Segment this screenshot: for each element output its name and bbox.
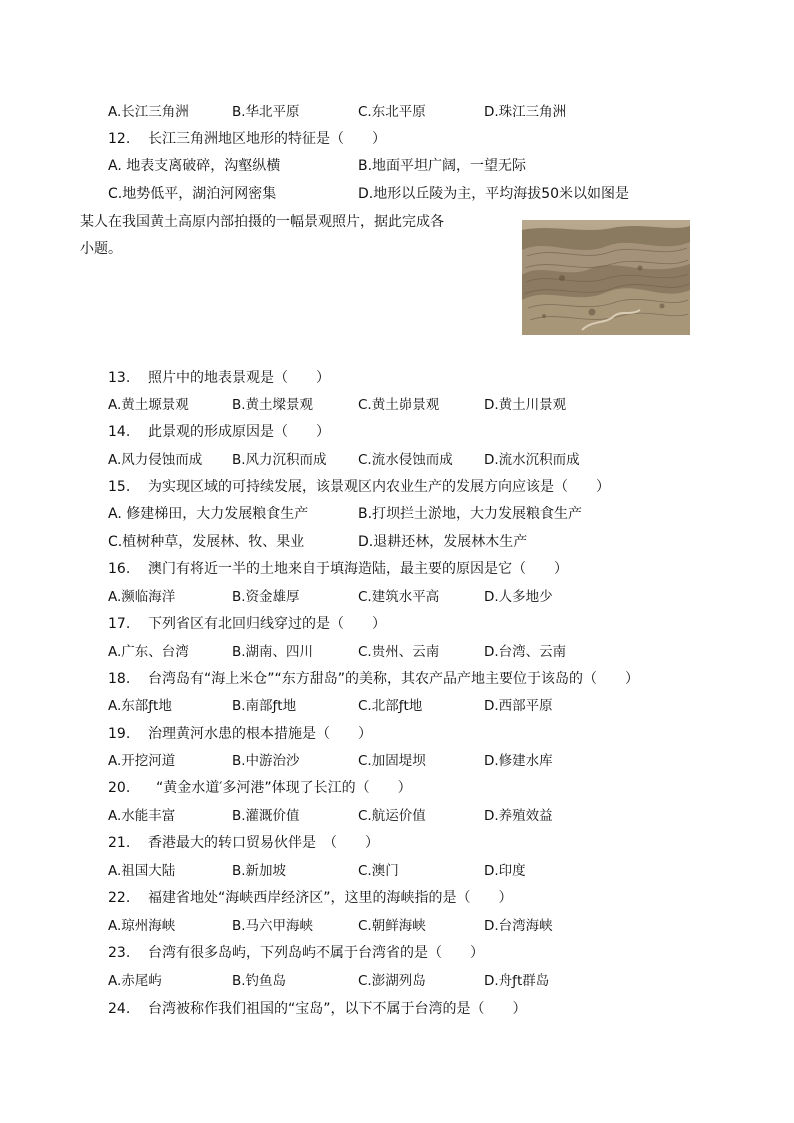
q12-option-c: C.地势低平，湖泊河网密集: [108, 186, 277, 202]
q22-option-d: D.台湾海峡: [484, 918, 553, 934]
intro-line-2: 小题。: [80, 241, 122, 257]
q13-option-c: C.黄土峁景观: [358, 397, 440, 413]
q21-option-a: A.祖国大陆: [108, 863, 176, 879]
q24-stem-line: [0, 997, 794, 1021]
q22-option-b: B.马六甲海峡: [232, 918, 314, 934]
q14-stem: 此景观的形成原因是（ ）: [148, 424, 330, 440]
q11-option-c: C.东北平原: [358, 104, 426, 120]
q23-option-a: A.赤尾屿: [108, 973, 162, 989]
q16-stem: 澳门有将近一半的土地来自于填海造陆，最主要的原因是它（ ）: [148, 561, 568, 577]
q21-options: [0, 859, 794, 883]
q17-option-a: A.广东、台湾: [108, 644, 189, 660]
q13-stem: 照片中的地表景观是（ ）: [148, 370, 330, 386]
q14-stem-line: [0, 420, 794, 444]
q15-option-c: C.植树种草，发展林、牧、果业: [108, 534, 305, 550]
q12-option-d: D.地形以丘陵为主，平均海拔50米以如图是: [358, 186, 630, 202]
q23-option-d: D.舟ƒt群岛: [484, 973, 550, 989]
q12-option-b: B.地面平坦广阔，一望无际: [358, 158, 527, 174]
q22-stem-line: [0, 886, 794, 910]
q13-option-a: A.黄土塬景观: [108, 397, 189, 413]
q19-option-a: A.开挖河道: [108, 753, 176, 769]
q14-number: 14.: [108, 424, 131, 440]
q20-options: [0, 804, 794, 828]
loess-plateau-photo: [522, 220, 690, 335]
q20-stem: “黄金水道′多河港”体现了长江的（ ）: [156, 780, 412, 796]
q18-number: 18.: [108, 671, 131, 687]
q16-option-d: D.人多地少: [484, 589, 553, 605]
q11-option-d: D.珠江三角洲: [484, 104, 567, 120]
q14-option-b: B.风力沉积而成: [232, 452, 327, 468]
q15-number: 15.: [108, 479, 131, 495]
q13-options: [0, 393, 794, 417]
q15-options-row1: [0, 502, 794, 526]
q12-options-row2: [0, 182, 794, 206]
q17-options: [0, 640, 794, 664]
q15-option-b: B.打坝拦土淤地，大力发展粮食生产: [358, 506, 583, 522]
q19-options: [0, 749, 794, 773]
q23-option-b: B.钓鱼岛: [232, 973, 287, 989]
q16-option-a: A.濒临海洋: [108, 589, 176, 605]
q18-options: [0, 694, 794, 718]
q14-option-a: A.风力侵蚀而成: [108, 452, 203, 468]
q18-option-a: A.东部ƒt地: [108, 698, 172, 714]
q15-stem-line: [0, 475, 794, 499]
q12-stem: 长江三角洲地区地形的特征是（ ）: [148, 131, 386, 147]
q17-option-c: C.贵州、云南: [358, 644, 440, 660]
q22-option-c: C.朝鲜海峡: [358, 918, 426, 934]
q16-options: [0, 585, 794, 609]
q16-option-b: B.资金雄厚: [232, 589, 300, 605]
q20-number: 20.: [108, 780, 131, 796]
q21-stem: 香港最大的转口贸易伙伴是 （ ）: [148, 835, 379, 851]
q17-option-b: B.湖南、四川: [232, 644, 314, 660]
q19-stem: 治理黄河水患的根本措施是（ ）: [148, 726, 372, 742]
q20-option-b: B.灌溉价值: [232, 808, 300, 824]
q19-option-d: D.修建水库: [484, 753, 553, 769]
q19-stem-line: [0, 722, 794, 746]
q12-options-row1: [0, 154, 794, 178]
q22-option-a: A.琼州海峡: [108, 918, 176, 934]
q11-option-b: B.华北平原: [232, 104, 300, 120]
q16-stem-line: [0, 557, 794, 581]
q13-stem-line: [0, 366, 794, 390]
q19-number: 19.: [108, 726, 131, 742]
q17-number: 17.: [108, 616, 131, 632]
q21-number: 21.: [108, 835, 131, 851]
q17-stem: 下列省区有北回归线穿过的是（ ）: [148, 616, 386, 632]
q13-number: 13.: [108, 370, 131, 386]
q21-option-c: C.澳门: [358, 863, 399, 879]
q20-stem-line: [0, 776, 794, 800]
q15-option-a: A. 修建梯田，大力发展粮食生产: [108, 506, 309, 522]
q21-stem-line: [0, 831, 794, 855]
q20-option-d: D.养殖效益: [484, 808, 553, 824]
q21-option-d: D.印度: [484, 863, 526, 879]
q12-option-a: A. 地表支离破碎，沟壑纵横: [108, 158, 281, 174]
q23-number: 23.: [108, 945, 131, 961]
q14-options: [0, 448, 794, 472]
q24-number: 24.: [108, 1001, 131, 1017]
q18-option-c: C.北部ƒt地: [358, 698, 423, 714]
q22-stem: 福建省地处“海峡西岸经济区”，这里的海峡指的是（ ）: [148, 890, 513, 906]
q15-options-row2: [0, 530, 794, 554]
q18-stem: 台湾岛有“海上米仓”“东方甜岛”的美称，其农产品产地主要位于该岛的（ ）: [148, 671, 640, 687]
q15-stem: 为实现区域的可持续发展，该景观区内农业生产的发展方向应该是（ ）: [148, 479, 610, 495]
q13-option-d: D.黄土川景观: [484, 397, 567, 413]
q12-number: 12.: [108, 131, 131, 147]
q19-option-c: C.加固堤坝: [358, 753, 426, 769]
q17-option-d: D.台湾、云南: [484, 644, 567, 660]
q22-options: [0, 914, 794, 938]
q14-option-d: D.流水沉积而成: [484, 452, 580, 468]
loess-plateau-photo-image: [522, 220, 690, 335]
q12-stem-line: [0, 127, 794, 151]
q19-option-b: B.中游治沙: [232, 753, 300, 769]
q18-stem-line: [0, 667, 794, 691]
q23-options: [0, 969, 794, 993]
q13-option-b: B.黄土墚景观: [232, 397, 314, 413]
q11-options: [0, 100, 794, 124]
q16-number: 16.: [108, 561, 131, 577]
q18-option-d: D.西部平原: [484, 698, 553, 714]
q22-number: 22.: [108, 890, 131, 906]
intro-line-1: 某人在我国黄土高原内部拍摄的一幅景观照片，据此完成各: [80, 214, 444, 230]
q11-option-a: A.长江三角洲: [108, 104, 189, 120]
q24-stem: 台湾被称作我们祖国的“宝岛”，以下不属于台湾的是（ ）: [148, 1001, 527, 1017]
q23-stem-line: [0, 941, 794, 965]
q23-option-c: C.澎湖列岛: [358, 973, 426, 989]
q20-option-c: C.航运价值: [358, 808, 426, 824]
q18-option-b: B.南部ƒt地: [232, 698, 297, 714]
q14-option-c: C.流水侵蚀而成: [358, 452, 453, 468]
q15-option-d: D.退耕还林，发展林木生产: [358, 534, 528, 550]
q21-option-b: B.新加坡: [232, 863, 287, 879]
q20-option-a: A.水能丰富: [108, 808, 176, 824]
q17-stem-line: [0, 612, 794, 636]
q23-stem: 台湾有很多岛屿，下列岛屿不属于台湾省的是（ ）: [148, 945, 484, 961]
q16-option-c: C.建筑水平高: [358, 589, 440, 605]
